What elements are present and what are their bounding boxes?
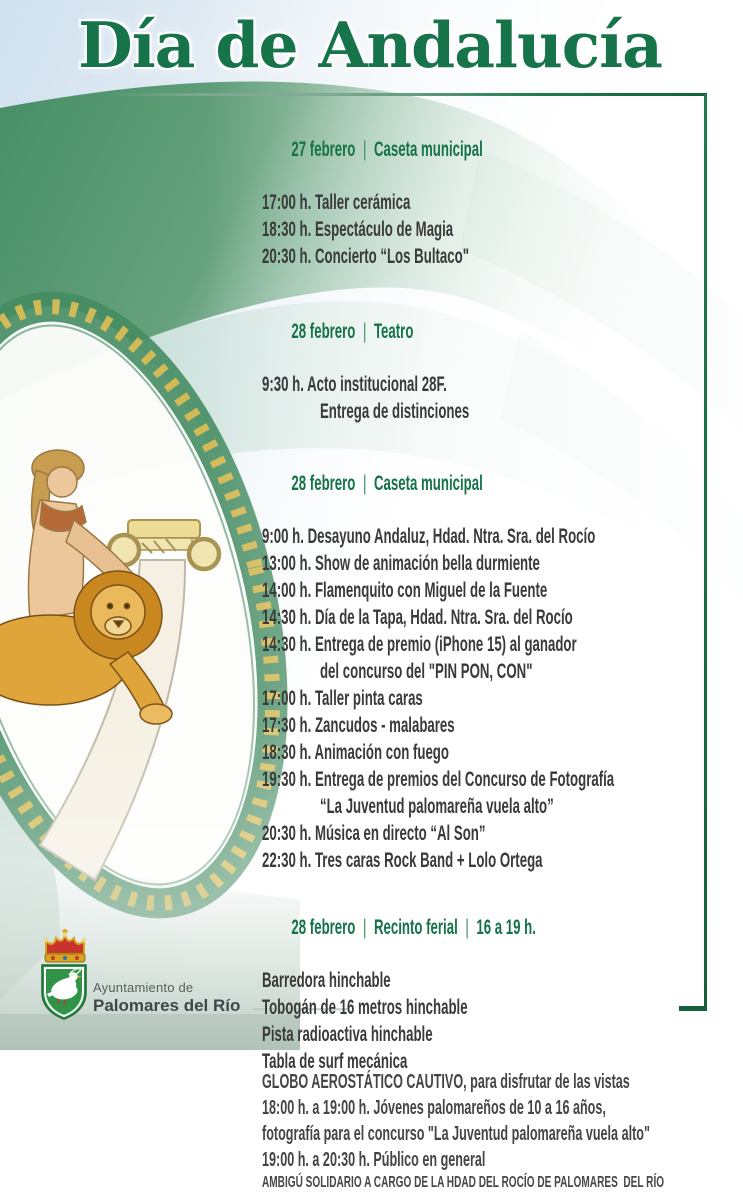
ayuntamiento-logo — [36, 930, 266, 1030]
section-28feb-caseta-municipal — [262, 448, 741, 874]
footnote-line: AMBIGÚ SOLIDARIO A CARGO DE LA HDAD DEL ROCÍO DE PALOMARES DEL RÍO — [262, 1174, 665, 1191]
highlight-line: fotografía para el concurso "La Juventud palomareña vuela alto" — [262, 1123, 650, 1145]
section-venue: Recinto ferial — [373, 916, 458, 939]
section-header — [262, 114, 741, 186]
schedule-line: 14:00 h. Flamenquito con Miguel de la Fuente — [262, 579, 548, 602]
separator: | — [362, 138, 367, 161]
org-name-line1: Ayuntamiento de — [93, 980, 194, 995]
section-date: 28 febrero — [291, 320, 356, 343]
separator: | — [362, 916, 367, 939]
schedule-line: 13:00 h. Show de animación bella durmiente — [262, 552, 540, 575]
schedule-line: 9:30 h. Acto institucional 28F. — [262, 373, 447, 396]
schedule-line: 17:30 h. Zancudos - malabares — [262, 714, 455, 737]
separator: | — [362, 320, 367, 343]
separator: | — [465, 916, 469, 939]
section-header — [262, 892, 741, 964]
schedule-line: 14:30 h. Entrega de premio (iPhone 15) al ganador — [262, 633, 577, 656]
highlight-line: 18:00 h. a 19:00 h. Jóvenes palomareños de 10 a 16 años, — [262, 1097, 606, 1119]
schedule-line: 19:30 h. Entrega de premios del Concurso de Fotografía — [262, 768, 615, 791]
schedule-line: Tabla de surf mecánica — [262, 1050, 408, 1073]
schedule-line: “La Juventud palomareña vuela alto” — [319, 795, 554, 818]
section-28feb-recinto-ferial — [262, 892, 741, 1075]
shield-dove-icon — [38, 963, 90, 1021]
section-date: 28 febrero — [291, 916, 356, 939]
highlight-line: GLOBO AEROSTÁTICO CAUTIVO, para disfrutar de las vistas — [262, 1071, 630, 1093]
schedule-line: Barredora hinchable — [262, 969, 391, 992]
separator: | — [362, 472, 367, 495]
section-date: 27 febrero — [291, 138, 356, 161]
section-27feb-caseta-municipal — [262, 114, 741, 270]
schedule-line: 22:30 h. Tres caras Rock Band + Lolo Ortega — [262, 849, 543, 872]
section-header — [262, 448, 741, 520]
schedule-line: 17:00 h. Taller cerámica — [262, 191, 411, 214]
section-time-range: 16 a 19 h. — [476, 916, 536, 939]
crown-icon — [41, 930, 89, 964]
schedule-line: del concurso del "PIN PON, CON" — [319, 660, 533, 683]
section-header — [262, 296, 741, 368]
highlight-block — [262, 1069, 741, 1193]
schedule-line: Entrega de distinciones — [319, 400, 470, 423]
schedule-line: 14:30 h. Día de la Tapa, Hdad. Ntra. Sra. del Rocío — [262, 606, 573, 629]
schedule-line: 20:30 h. Concierto “Los Bultaco" — [262, 245, 469, 268]
schedule-line: 18:30 h. Espectáculo de Magia — [262, 218, 454, 241]
page-title: Día de Andalucía — [78, 8, 662, 82]
section-venue: Caseta municipal — [373, 472, 483, 495]
org-name-line2: Palomares del Río — [93, 996, 241, 1015]
event-program — [262, 114, 741, 1193]
title-underline — [104, 93, 707, 96]
section-venue: Caseta municipal — [373, 138, 483, 161]
section-venue: Teatro — [373, 320, 414, 343]
schedule-line: Pista radioactiva hinchable — [262, 1023, 433, 1046]
schedule-line: 20:30 h. Música en directo “Al Son” — [262, 822, 486, 845]
section-28feb-teatro — [262, 296, 741, 425]
section-date: 28 febrero — [291, 472, 356, 495]
schedule-line: 18:30 h. Animación con fuego — [262, 741, 449, 764]
org-name — [93, 980, 240, 1016]
schedule-line: 17:00 h. Taller pinta caras — [262, 687, 423, 710]
schedule-line: 9:00 h. Desayuno Andaluz, Hdad. Ntra. Sra. del Rocío — [262, 525, 596, 548]
schedule-line: Tobogán de 16 metros hinchable — [262, 996, 468, 1019]
highlight-line: 19:00 h. a 20:30 h. Público en general — [262, 1149, 486, 1171]
